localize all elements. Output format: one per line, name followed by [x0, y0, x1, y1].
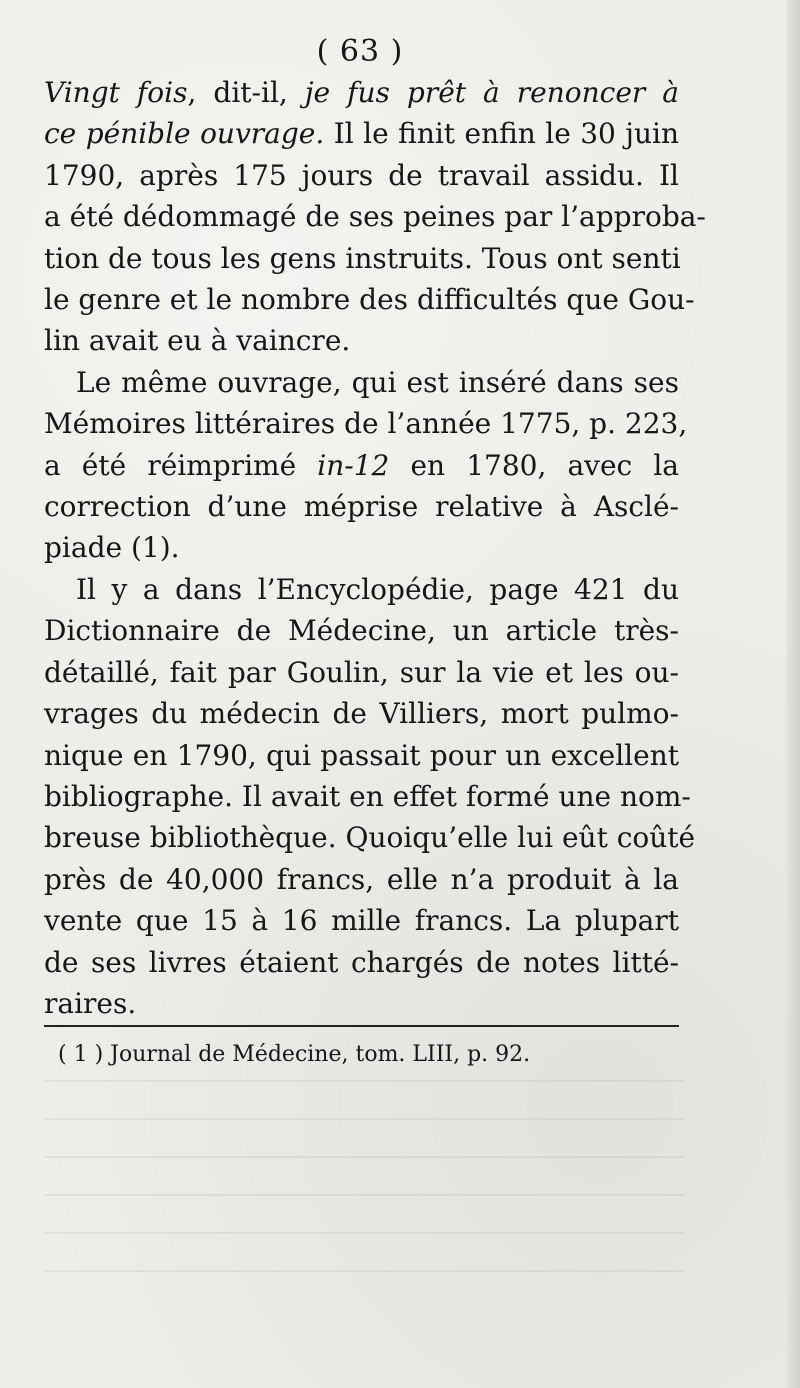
text-line [44, 693, 679, 734]
text-line [44, 983, 679, 1024]
text-line [44, 652, 679, 693]
text-run: correction d’une méprise relative à Asclé- [44, 490, 679, 524]
text-run: raires. [44, 986, 137, 1020]
text-line [44, 279, 695, 320]
text-run: Le même ouvrage, qui est inséré dans ses [76, 365, 679, 399]
paragraph-1 [44, 72, 706, 362]
text-line [44, 817, 696, 858]
text-line [44, 72, 679, 113]
text-run: a été dédommagé de ses peines par l’approba- [44, 200, 706, 234]
text-run: , dit-il, [187, 76, 305, 109]
text-run: 1790, après 175 jours de travail assidu. Il [44, 158, 679, 192]
italic-text: in-12 [317, 448, 390, 482]
text-line [44, 238, 679, 279]
italic-text: Vingt fois [44, 76, 188, 109]
text-run: détaillé, fait par Goulin, sur la vie et les ou- [44, 655, 679, 689]
page-number: ( 63 ) [316, 34, 404, 69]
text-line [44, 362, 679, 403]
text-line [44, 196, 706, 237]
text-run: Dictionnaire de Médecine, un article très- [44, 614, 679, 648]
text-line [44, 859, 679, 900]
text-run: Il y a dans l’Encyclopédie, page 421 du [76, 572, 679, 606]
text-line [44, 776, 691, 817]
text-run: bibliographe. Il avait en effet formé une nom- [44, 779, 691, 813]
text-run: breuse bibliothèque. Quoiqu’elle lui eût coûté [44, 821, 696, 855]
paragraph-2 [44, 362, 688, 569]
text-line [44, 569, 679, 610]
text-line [44, 403, 688, 444]
text-run: tion de tous les gens instruits. Tous ont senti [44, 241, 681, 275]
text-line [44, 445, 679, 486]
text-run: le genre et le nombre des difficultés que Gou- [44, 283, 695, 317]
text-run: vrages du médecin de Villiers, mort pulmo- [44, 697, 679, 731]
text-run: Mémoires littéraires de l’année 1775, p. 223, [44, 407, 688, 441]
text-run: vente que 15 à 16 mille francs. La plupart [44, 904, 679, 938]
text-line [44, 155, 679, 196]
text-line [44, 900, 679, 941]
text-line [44, 113, 679, 154]
text-line [44, 610, 679, 651]
text-run: en 1780, avec la [389, 448, 679, 482]
text-run: nique en 1790, qui passait pour un excellent [44, 738, 679, 772]
show-through-texture [44, 1080, 684, 1280]
text-run: a été réimprimé [44, 448, 318, 482]
italic-text: ce pénible ouvrage. [44, 117, 325, 151]
text-run: près de 40,000 francs, elle n’a produit à la [44, 862, 679, 896]
main-text [44, 72, 706, 1024]
footnote: ( 1 ) Journal de Médecine, tom. LIII, p. 92. [58, 1042, 531, 1067]
italic-text: je fus prêt à renoncer à [304, 76, 679, 109]
text-line [44, 527, 679, 568]
paragraph-3 [44, 569, 696, 1024]
text-line [44, 942, 679, 983]
text-run: lin avait eu à vaincre. [44, 324, 351, 358]
text-line [44, 486, 679, 527]
text-run: de ses livres étaient chargés de notes litté- [44, 945, 679, 979]
footnote-rule [44, 1025, 679, 1027]
text-run: Il le finit enfin le 30 juin [324, 117, 679, 151]
text-line [44, 320, 679, 361]
text-line [44, 735, 679, 776]
page-edge-shadow [786, 0, 800, 1388]
text-run: piade (1). [44, 531, 180, 565]
